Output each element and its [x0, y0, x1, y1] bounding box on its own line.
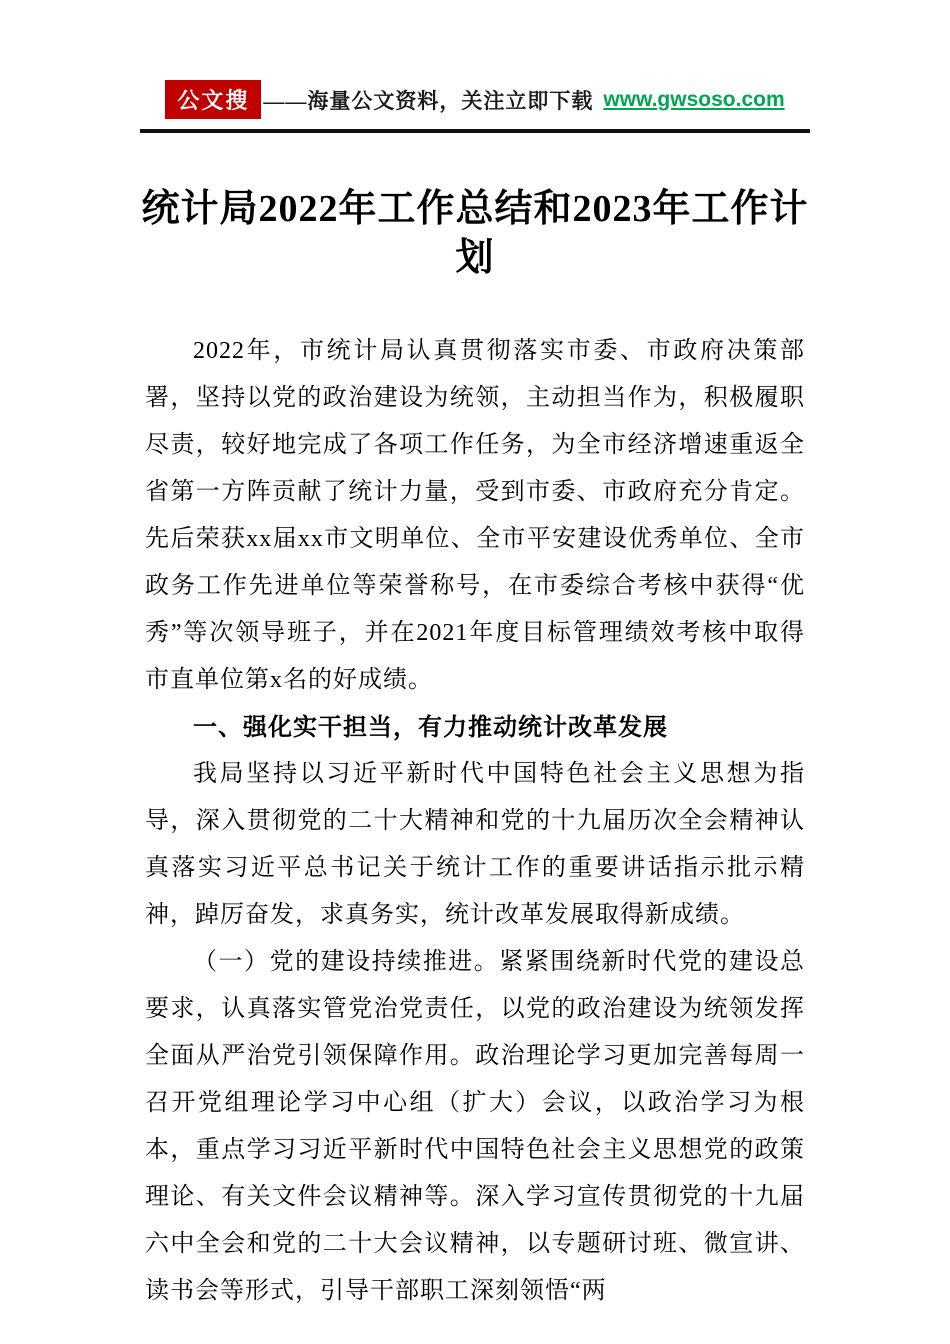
document-title: 统计局2022年工作总结和2023年工作计划	[141, 188, 809, 280]
document-body	[145, 328, 805, 1315]
brand-badge: 公文搜	[165, 80, 261, 119]
paragraph: 2022年，市统计局认真贯彻落实市委、市政府决策部署，坚持以党的政治建设为统领，主动担当作为，积极履职尽责，较好地完成了各项工作任务，为全市经济增速重返全省第一方阵贡献了统计力量，受到市委、市政府充分肯定。先后荣获xx届xx市文明单位、全市平安建设优秀单位、全市政务工作先进单位等荣誉称号，在市委综合考核中获得“优秀”等次领导班子，并在2021年度目标管理绩效考核中取得市直单位第x名的好成绩。	[145, 337, 805, 693]
section-heading: 一、强化实干担当，有力推动统计改革发展	[193, 713, 668, 741]
site-header	[160, 80, 790, 119]
header-tagline: ——海量公文资料，关注立即下载	[263, 88, 594, 113]
paragraph: （一）党的建设持续推进。紧紧围绕新时代党的建设总要求，认真落实管党治党责任，以党的政治建设为统领发挥全面从严治党引领保障作用。政治理论学习更加完善每周一召开党组理论学习中心组（扩大）会议，以政治学习为根本，重点学习习近平新时代中国特色社会主义思想党的政策理论、有关文件会议精神等。深入学习宣传贯彻党的十九届六中全会和党的二十大会议精神，以专题研讨班、微宣讲、读书会等形式，引导干部职工深刻领悟“两	[145, 948, 805, 1304]
paragraph: 我局坚持以习近平新时代中国特色社会主义思想为指导，深入贯彻党的二十大精神和党的十九届历次全会精神认真落实习近平总书记关于统计工作的重要讲话指示批示精神，踔厉奋发，求真务实，统计改革发展取得新成绩。	[145, 760, 805, 928]
site-url-link[interactable]: www.gwsoso.com	[603, 87, 785, 111]
header-divider	[140, 129, 810, 133]
